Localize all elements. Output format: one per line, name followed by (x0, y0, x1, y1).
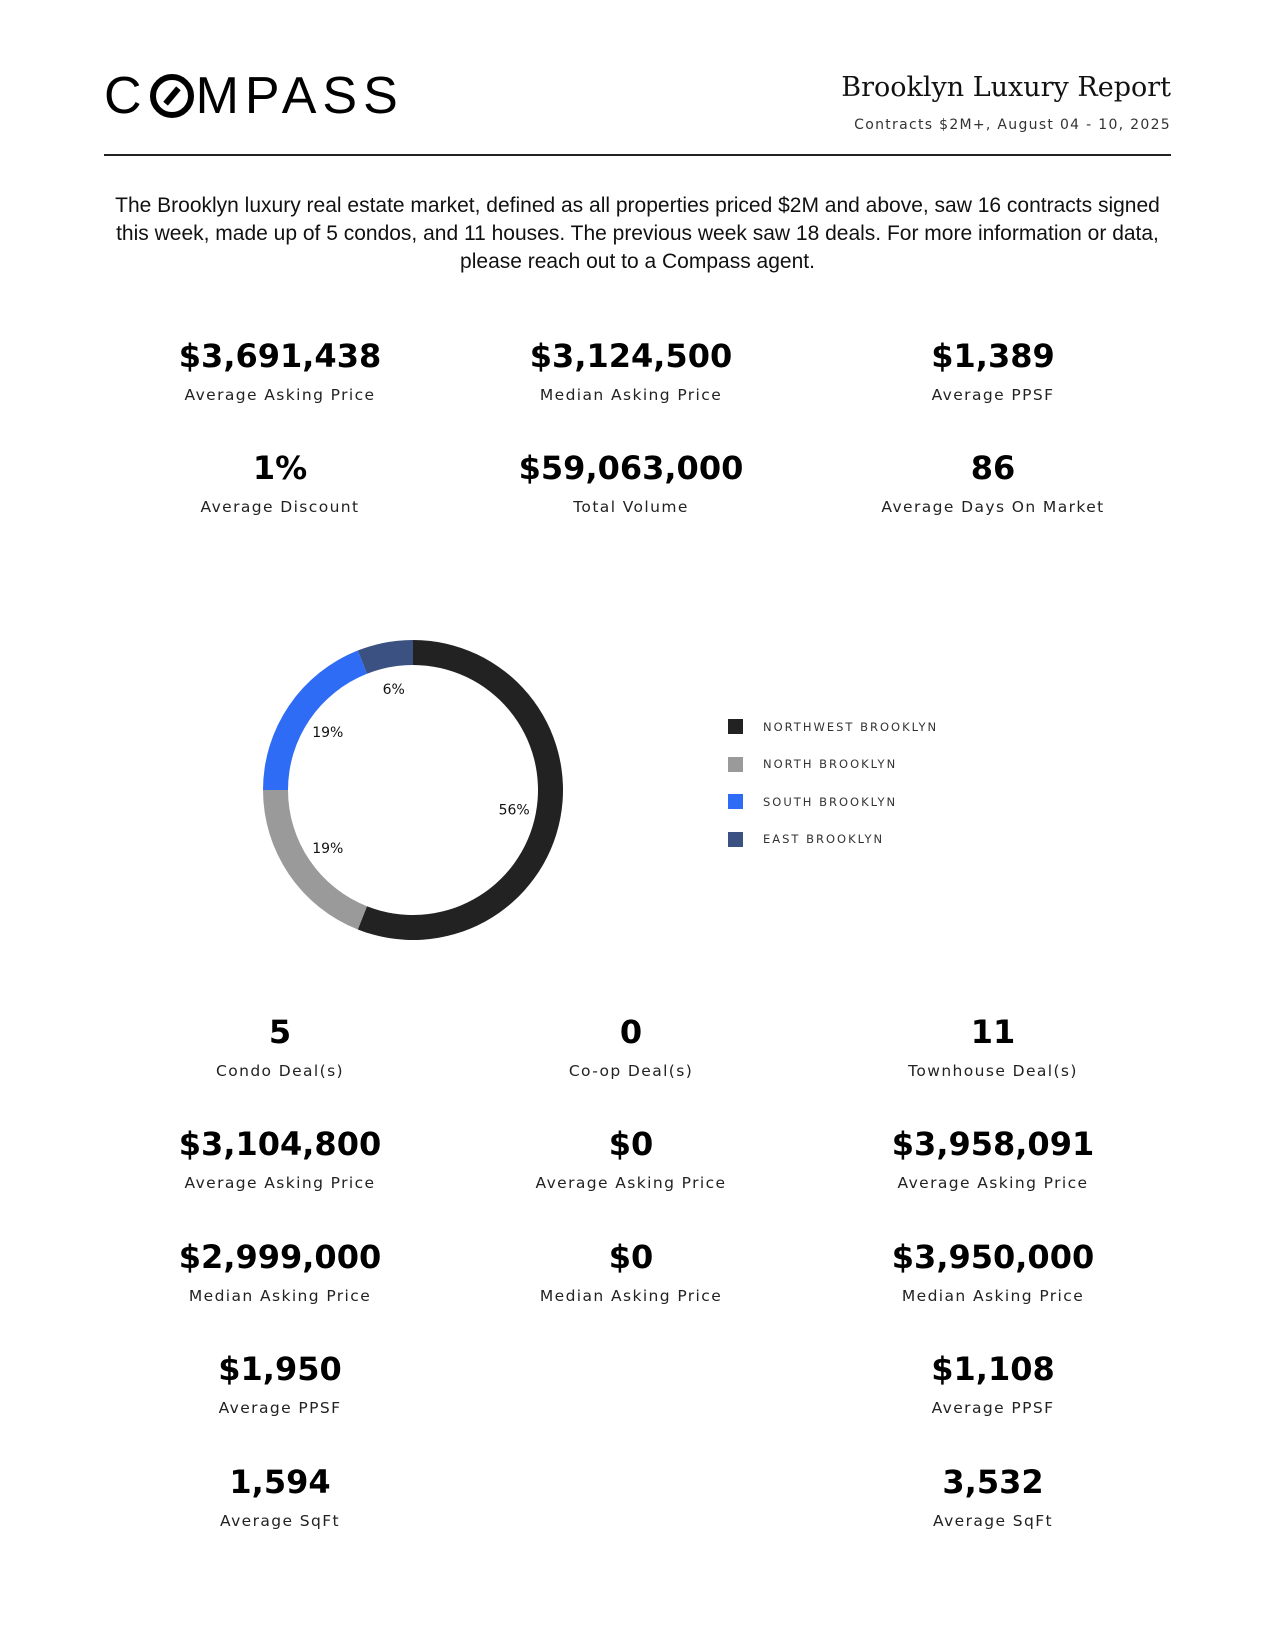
legend-item (728, 708, 938, 746)
townhouse-stat (823, 1462, 1163, 1530)
stat-value: 3,532 (942, 1463, 1044, 1501)
stat-label: Townhouse Deal(s) (908, 1062, 1078, 1080)
report-subtitle: Contracts $2M+, August 04 - 10, 2025 (854, 117, 1171, 133)
stat-label: Average Asking Price (184, 386, 376, 404)
stat-label: Average Days On Market (881, 498, 1105, 516)
stat-label: Average PPSF (931, 386, 1055, 404)
stat-label: Average Discount (200, 498, 360, 516)
donut-value-label: 6% (382, 681, 405, 698)
legend-swatch (728, 719, 743, 734)
stat-value: $59,063,000 (518, 449, 744, 487)
stat-value: $0 (608, 1238, 654, 1276)
stat-label: Average PPSF (931, 1399, 1055, 1417)
coop-stat (461, 1124, 801, 1192)
stat-value: $1,950 (218, 1350, 342, 1388)
stat-value: 1,594 (229, 1463, 331, 1501)
donut-slice-east-brooklyn (358, 640, 413, 674)
stat-value: $3,104,800 (178, 1125, 382, 1163)
compass-logo (104, 66, 404, 126)
donut-value-label: 19% (312, 840, 344, 857)
townhouse-stat (823, 1012, 1163, 1080)
summary-stat (110, 448, 450, 516)
legend-item (728, 783, 938, 821)
chart-legend (728, 708, 938, 858)
summary-stat (110, 336, 450, 404)
coop-stat (461, 1237, 801, 1305)
stat-label: Co-op Deal(s) (568, 1062, 694, 1080)
stat-value: 11 (970, 1013, 1016, 1051)
stat-label: Average Asking Price (535, 1174, 727, 1192)
condo-stat (110, 1124, 450, 1192)
stat-value: 1% (252, 449, 308, 487)
townhouse-stat (823, 1124, 1163, 1192)
stat-label: Average PPSF (218, 1399, 342, 1417)
condo-stat (110, 1462, 450, 1530)
donut-slice-north-brooklyn (263, 790, 367, 929)
header-divider (104, 154, 1171, 156)
stat-value: $2,999,000 (178, 1238, 382, 1276)
report-title: Brooklyn Luxury Report (841, 72, 1171, 103)
stat-value: $3,950,000 (891, 1238, 1095, 1276)
intro-paragraph: The Brooklyn luxury real estate market, defined as all properties priced $2M and above, saw 16 contracts signed this week, made up of 5 condos, and 11 houses. The previous week saw 18 deals. For more information or data, please reach out to a Compass agent. (115, 194, 1160, 273)
legend-item (728, 746, 938, 784)
stat-value: $1,108 (931, 1350, 1055, 1388)
logo-text-rest: MPASS (195, 67, 404, 125)
stat-label: Total Volume (573, 498, 689, 516)
stat-value: $3,958,091 (891, 1125, 1095, 1163)
stat-label: Average Asking Price (184, 1174, 376, 1192)
stat-value: 5 (268, 1013, 292, 1051)
region-donut-chart (250, 627, 576, 953)
townhouse-stat (823, 1237, 1163, 1305)
stat-label: Condo Deal(s) (215, 1062, 345, 1080)
legend-label: NORTHWEST BROOKLYN (763, 719, 939, 734)
stat-label: Median Asking Price (539, 1287, 723, 1305)
summary-stat (823, 448, 1163, 516)
condo-stat (110, 1349, 450, 1417)
stat-value: $0 (608, 1125, 654, 1163)
stat-value: 86 (970, 449, 1016, 487)
summary-stat (461, 448, 801, 516)
summary-stat (461, 336, 801, 404)
stat-value: $1,389 (931, 337, 1055, 375)
legend-item (728, 821, 938, 859)
townhouse-stat (823, 1349, 1163, 1417)
condo-stat (110, 1012, 450, 1080)
legend-label: NORTH BROOKLYN (763, 757, 898, 772)
stat-value: $3,124,500 (529, 337, 733, 375)
stat-value: 0 (619, 1013, 643, 1051)
stat-value: $3,691,438 (178, 337, 382, 375)
legend-swatch (728, 832, 743, 847)
stat-label: Median Asking Price (188, 1287, 372, 1305)
coop-stat (461, 1012, 801, 1080)
donut-value-label: 19% (312, 725, 344, 742)
donut-slice-south-brooklyn (263, 651, 367, 790)
legend-label: SOUTH BROOKLYN (763, 794, 898, 809)
logo-o-icon (150, 74, 194, 118)
stat-label: Average SqFt (932, 1512, 1054, 1530)
stat-label: Median Asking Price (901, 1287, 1085, 1305)
condo-stat (110, 1237, 450, 1305)
legend-swatch (728, 794, 743, 809)
summary-stat (823, 336, 1163, 404)
stat-label: Median Asking Price (539, 386, 723, 404)
donut-value-label: 56% (498, 802, 530, 819)
legend-label: EAST BROOKLYN (763, 832, 885, 847)
legend-swatch (728, 757, 743, 772)
stat-label: Average SqFt (219, 1512, 341, 1530)
logo-text-c: C (104, 67, 148, 125)
stat-label: Average Asking Price (897, 1174, 1089, 1192)
